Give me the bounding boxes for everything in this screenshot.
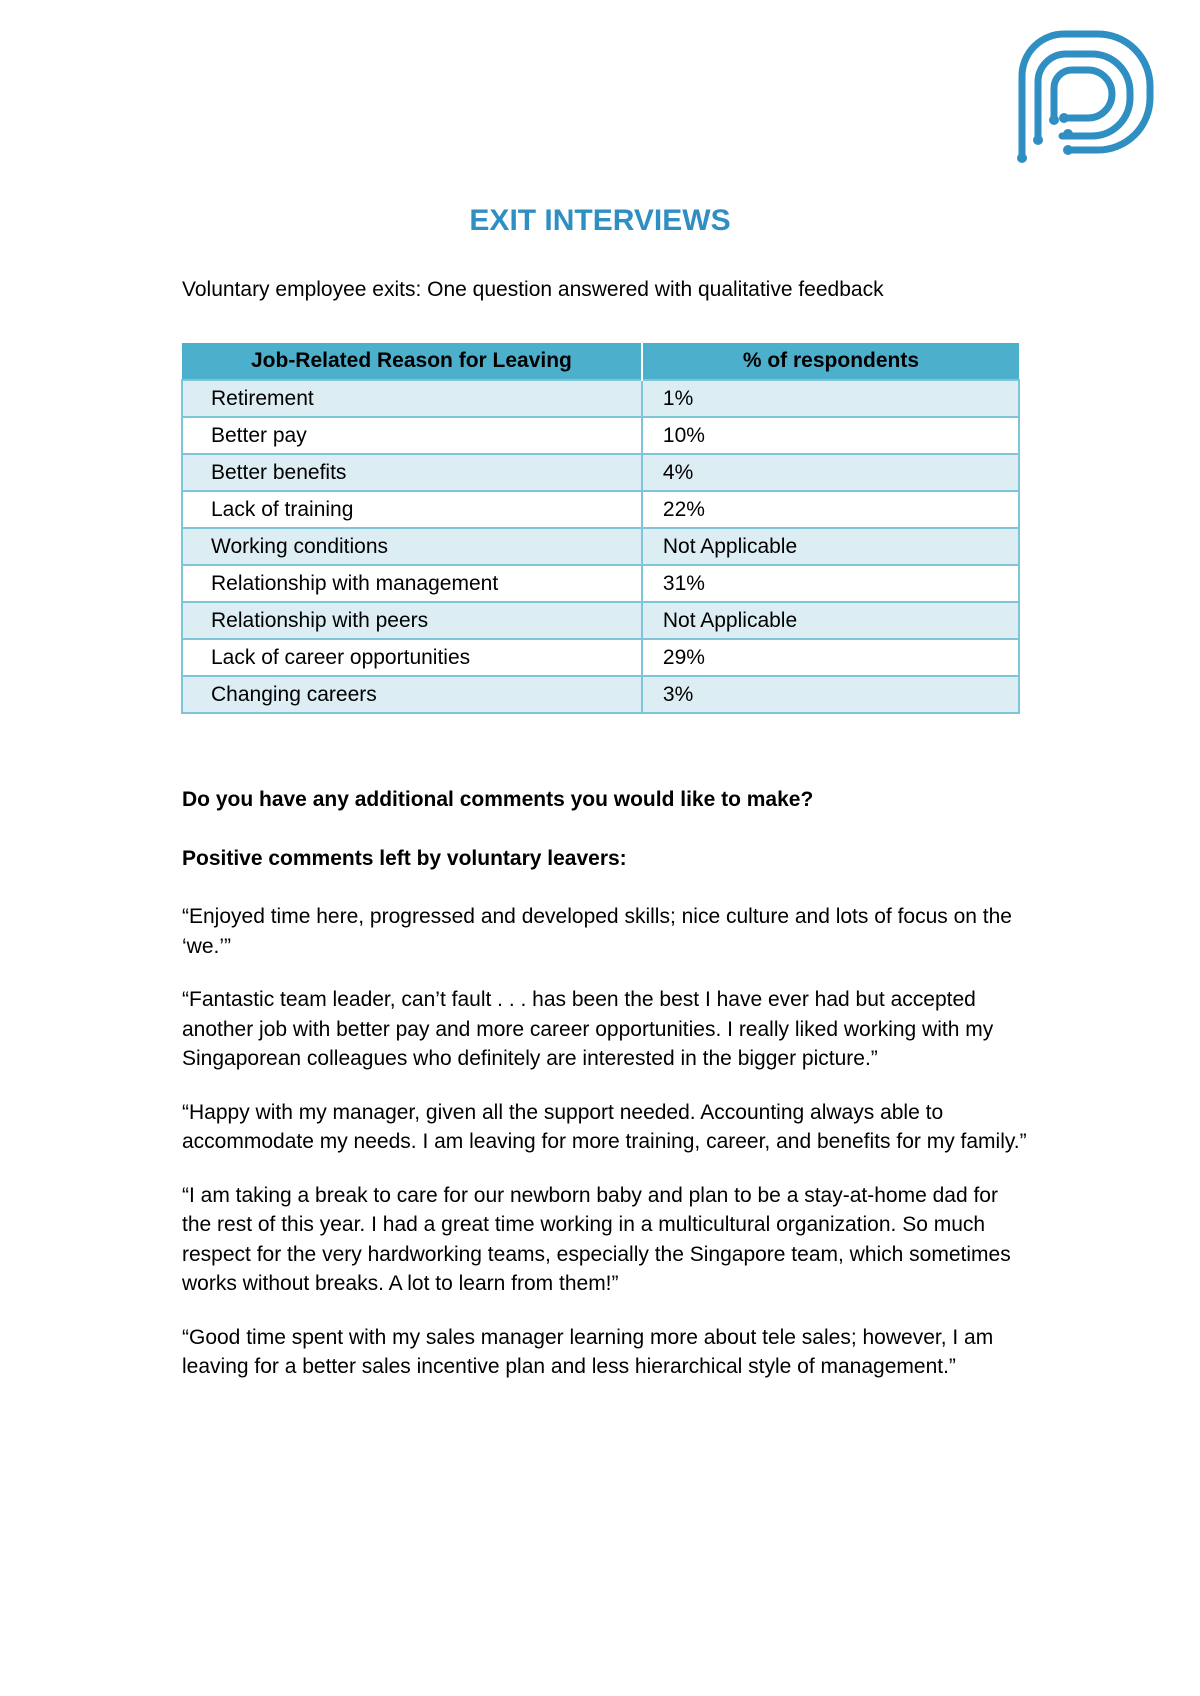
table-row: [182, 491, 1019, 528]
reason-cell: Changing careers: [182, 676, 642, 713]
reason-cell: Better benefits: [182, 454, 642, 491]
page-subtitle: Voluntary employee exits: One question answered with qualitative feedback: [182, 278, 884, 301]
reason-cell: Better pay: [182, 417, 642, 454]
percent-cell: 10%: [642, 417, 1019, 454]
percent-cell: Not Applicable: [642, 528, 1019, 565]
table-row: [182, 528, 1019, 565]
column-header-reason: Job-Related Reason for Leaving: [182, 343, 642, 380]
page-title: EXIT INTERVIEWS: [469, 204, 731, 237]
additional-comments-question: Do you have any additional comments you would like to make?: [182, 788, 814, 811]
percent-cell: 3%: [642, 676, 1019, 713]
reason-cell: Relationship with peers: [182, 602, 642, 639]
comment-quote: “Happy with my manager, given all the support needed. Accounting always able to accommodate my needs. I am leaving for more training, career, and benefits for my family.”: [182, 1100, 1027, 1153]
table-row: [182, 565, 1019, 602]
table-row: [182, 676, 1019, 713]
reason-cell: Retirement: [182, 380, 642, 417]
reason-cell: Lack of career opportunities: [182, 639, 642, 676]
positive-comments-heading: Positive comments left by voluntary leavers:: [182, 846, 627, 870]
comment-quote: “Fantastic team leader, can’t fault . . . has been the best I have ever had but accepted another job with better pay and more career opportunities. I really liked working with my Singaporean colleagues who definitely are interested in the bigger picture.”: [182, 988, 994, 1070]
percent-cell: 1%: [642, 380, 1019, 417]
comment-quote: “I am taking a break to care for our newborn baby and plan to be a stay-at-home dad for the rest of this year. I had a great time working in a multicultural organization. So much respect for the very hardworking teams, especially the Singapore team, which sometimes works without breaks. A lot to learn from them!”: [182, 1183, 1011, 1295]
table-row: [182, 417, 1019, 454]
percent-cell: 29%: [642, 639, 1019, 676]
table-row: [182, 639, 1019, 676]
column-header-percent: % of respondents: [642, 343, 1019, 380]
table-row: [182, 602, 1019, 639]
percent-cell: 22%: [642, 491, 1019, 528]
percent-cell: 4%: [642, 454, 1019, 491]
table-row: [182, 380, 1019, 417]
reason-cell: Lack of training: [182, 491, 642, 528]
reason-cell: Relationship with management: [182, 565, 642, 602]
comments-section: [182, 785, 1032, 1406]
reason-cell: Working conditions: [182, 528, 642, 565]
comment-quote: “Good time spent with my sales manager learning more about tele sales; however, I am leaving for a better sales incentive plan and less hierarchical style of management.”: [182, 1325, 994, 1378]
table-header-row: [182, 343, 1019, 380]
circuit-d-logo-icon: [1012, 22, 1160, 170]
percent-cell: Not Applicable: [642, 602, 1019, 639]
table-row: [182, 454, 1019, 491]
reasons-table: [181, 343, 1020, 714]
percent-cell: 31%: [642, 565, 1019, 602]
comment-quote: “Enjoyed time here, progressed and developed skills; nice culture and lots of focus on the ‘we.’”: [182, 905, 1012, 958]
